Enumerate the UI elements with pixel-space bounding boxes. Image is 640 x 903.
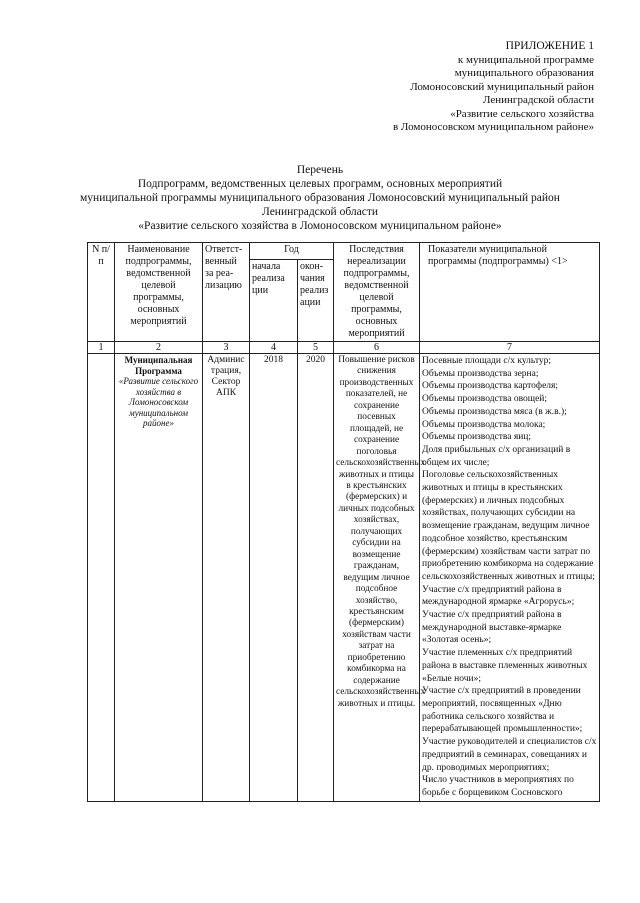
responsible-cell: Админис трация, Сектор АПК [203, 354, 250, 802]
indicator-item: Участие с/х предприятий района в международной выставке-ярмарке «Золотая осень»; [422, 610, 562, 646]
program-name [115, 354, 203, 802]
indicator-item: Доля прибыльных с/х организаций в общем их числе; [422, 444, 571, 468]
title-line: Перечень [296, 164, 344, 176]
header-indicators: Показатели муниципальной программы (подпрограммы) <1> [420, 243, 600, 342]
header-consequences: Последствия нереализации подпрограммы, ведомственной целевой программы, основных мероприятий [334, 243, 420, 342]
header-start: начала реализа ции [250, 260, 298, 342]
indicators-cell [420, 354, 600, 802]
col-number: 3 [203, 342, 250, 354]
col-number: 4 [250, 342, 298, 354]
indicator-item: Участие руководителей и специалистов с/х предприятий в семинарах, совещаниях и др. проводимых мероприятиях; [422, 737, 597, 773]
indicator-item: Число участников в мероприятиях по борьбе с борщевиком Сосновского [422, 775, 574, 798]
end-year-cell: 2020 [298, 354, 334, 802]
appendix-header [393, 40, 594, 135]
indicator-item: Участие с/х предприятий в проведении мероприятий, посвященных «Дню работника сельского хозяйства и перерабатывающей промышленности»; [422, 686, 583, 735]
col-number: 5 [298, 342, 334, 354]
consequences-cell: Повышение рисков снижения производственных показателей, не сохранение посевных площадей, не сохранение поголовья сельскохозяйственных животных и птицы в крестьянских (фермерских) и личных подсобных хозяйствах, получающих субсидии на возмещение гражданам, ведущим личное подсобное хозяйство, крестьянским (фермерским) хозяйствам части затрат на приобретению комбикорма на содержание сельскохозяйственных животных и птицы. [334, 354, 420, 802]
indicator-item: Объемы производства мяса (в ж.в.); [422, 406, 567, 417]
col-number: 2 [115, 342, 203, 354]
program-table [87, 242, 600, 802]
row-num [88, 354, 115, 802]
program-subtitle: «Развитие сельского хозяйства в Ломоносовском муниципальном районе» [118, 376, 199, 428]
title-line: Ленинградской области [261, 206, 379, 218]
title-line: Подпрограмм, ведомственных целевых программ, основных мероприятий [137, 178, 503, 190]
indicator-item: Объемы производства овощей; [422, 394, 548, 405]
indicator-item: Участие племенных с/х предприятий района в выставке племенных животных «Белые ночи»; [422, 648, 588, 684]
col-number: 7 [420, 342, 600, 354]
appendix-line: к муниципальной программе [457, 53, 594, 66]
header-end: окон-чания реализ ации [298, 260, 334, 342]
indicator-item: Поголовье сельскохозяйственных животных и птицы в крестьянских (фермерских) и личных подсобных хозяйствах, получающих субсидии на возмещение гражданам, ведущим личное подсобное хозяйство, крестьянским (фермерским) хозяйствам части затрат по приобретению комбикорма на содержание сельскохозяйственных животных и птицы; [422, 470, 595, 582]
appendix-line: муниципального образования [454, 67, 594, 79]
indicator-item: Объемы производства картофеля; [422, 381, 559, 392]
program-title: Муниципальная Программа [124, 355, 193, 376]
header-responsible: Ответст-венный за реа-лизацию [203, 243, 250, 342]
indicator-item: Посевные площади с/х культур; [422, 356, 552, 366]
title-line: «Развитие сельского хозяйства в Ломоносовском муниципальном районе» [138, 220, 502, 232]
document-title [60, 163, 580, 233]
start-year-cell: 2018 [250, 354, 298, 802]
title-line: муниципальной программы муниципального образования Ломоносовский муниципальный район [80, 192, 560, 204]
col-number: 6 [334, 342, 420, 354]
appendix-line: «Развитие сельского хозяйства [450, 107, 594, 120]
indicator-item: Объемы производства яиц; [422, 432, 532, 443]
col-number: 1 [88, 342, 115, 354]
indicator-item: Объемы производства зерна; [422, 368, 539, 379]
appendix-line: ПРИЛОЖЕНИЕ 1 [505, 40, 594, 52]
appendix-line: в Ломоносовском муниципальном районе» [392, 121, 594, 133]
table-row [88, 354, 600, 802]
appendix-line: Ленинградской области [483, 94, 594, 106]
indicator-item: Объемы производства молока; [422, 419, 546, 430]
indicator-item: Участие с/х предприятий района в международной ярмарке «Агрорусь»; [422, 584, 575, 608]
header-year: Год [250, 243, 334, 260]
header-num: N п/п [88, 243, 115, 342]
header-name: Наименование подпрограммы, ведомственной целевой программы, основных мероприятий [115, 243, 203, 342]
appendix-line: Ломоносовский муниципальный район [410, 80, 594, 93]
